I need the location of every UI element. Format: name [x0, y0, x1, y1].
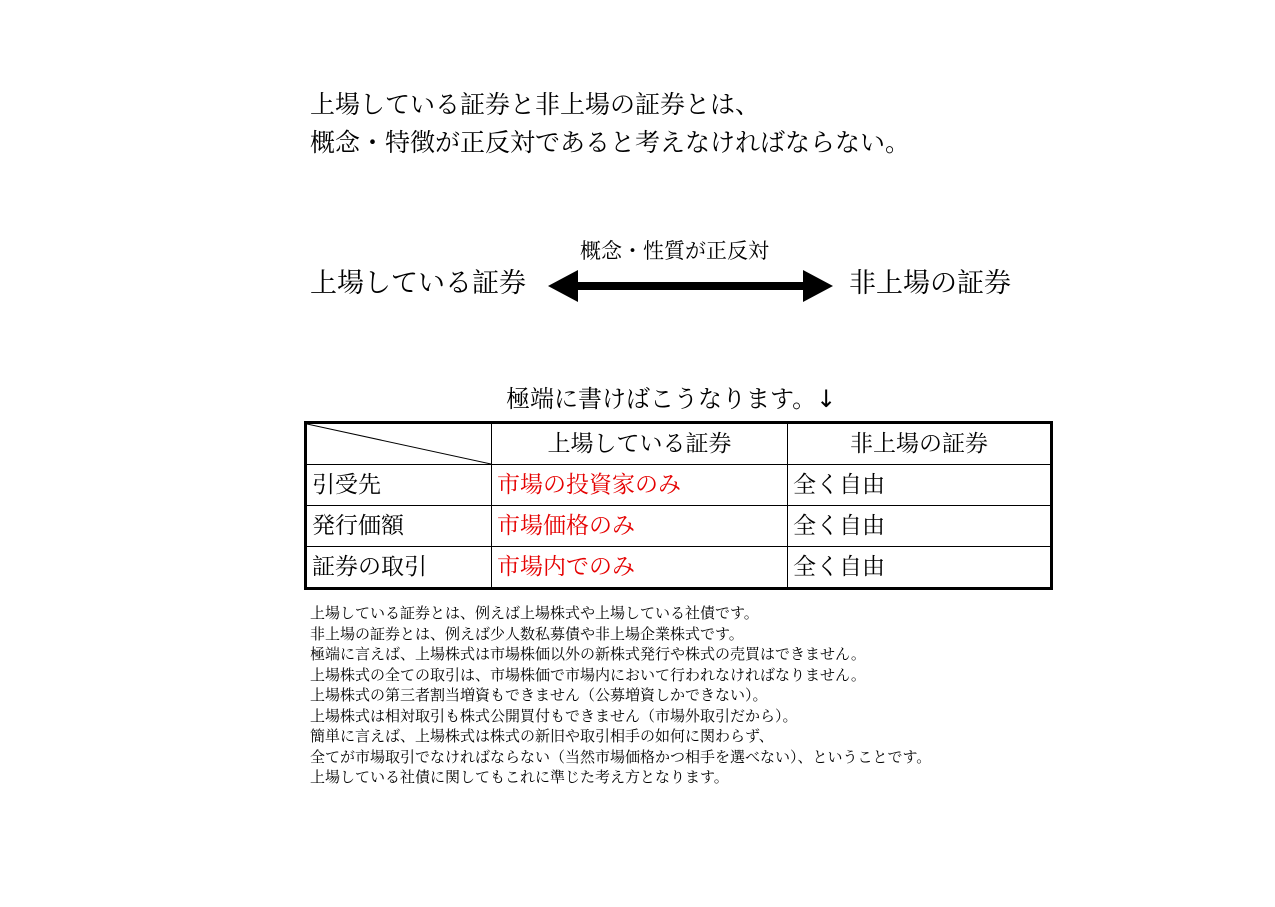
explanation-line: 上場株式は相対取引も株式公開買付もできません（市場外取引だから）。 [310, 706, 798, 725]
explanation-line: 上場株式の第三者割当増資もできません（公募増資しかできない）。 [310, 686, 768, 704]
listed-value: 市場の投資家のみ [492, 465, 788, 506]
unlisted-value: 全く自由 [788, 465, 1052, 506]
explanation-line: 上場している社債に関してもこれに準じた考え方となります。 [310, 768, 729, 786]
diagonal-line [307, 424, 491, 464]
unlisted-value: 全く自由 [788, 547, 1052, 589]
intro-line-2: 概念・特徴が正反対であると考えなければならない。 [310, 128, 911, 157]
header-unlisted: 非上場の証券 [788, 423, 1052, 465]
comparison-table [304, 421, 1053, 590]
table-row [306, 465, 1052, 506]
table-header-row [306, 423, 1052, 465]
intro-heading [310, 86, 910, 162]
explanation-text [310, 603, 931, 788]
table-corner-cell [306, 423, 492, 465]
header-listed: 上場している証券 [492, 423, 788, 465]
listed-value: 市場価格のみ [492, 506, 788, 547]
table-row [306, 506, 1052, 547]
unlisted-securities-label: 非上場の証券 [849, 268, 1011, 299]
table-intro-note: 極端に書けばこうなります。↓ [506, 385, 837, 413]
explanation-line: 全てが市場取引でなければならない（当然市場価格かつ相手を選べない）、ということです。 [310, 747, 932, 766]
row-label: 発行価額 [306, 506, 492, 547]
intro-line-1: 上場している証券と非上場の証券とは、 [310, 90, 761, 119]
listed-value: 市場内でのみ [492, 547, 788, 589]
explanation-line: 上場株式の全ての取引は、市場株価で市場内において行われなければなりません。 [310, 665, 866, 684]
explanation-line: 極端に言えば、上場株式は市場株価以外の新株式発行や株式の売買はできません。 [310, 645, 866, 663]
row-label: 引受先 [306, 465, 492, 506]
listed-securities-label: 上場している証券 [310, 268, 526, 299]
unlisted-value: 全く自由 [788, 506, 1052, 547]
explanation-line: 簡単に言えば、上場株式は株式の新旧や取引相手の如何に関わらず、 [310, 727, 774, 745]
explanation-line: 上場している証券とは、例えば上場株式や上場している社債です。 [310, 604, 759, 622]
double-headed-arrow-icon [548, 270, 833, 302]
explanation-line: 非上場の証券とは、例えば少人数私募債や非上場企業株式です。 [310, 624, 744, 643]
row-label: 証券の取引 [306, 547, 492, 589]
table-row [306, 547, 1052, 589]
opposite-caption: 概念・性質が正反対 [580, 239, 769, 263]
